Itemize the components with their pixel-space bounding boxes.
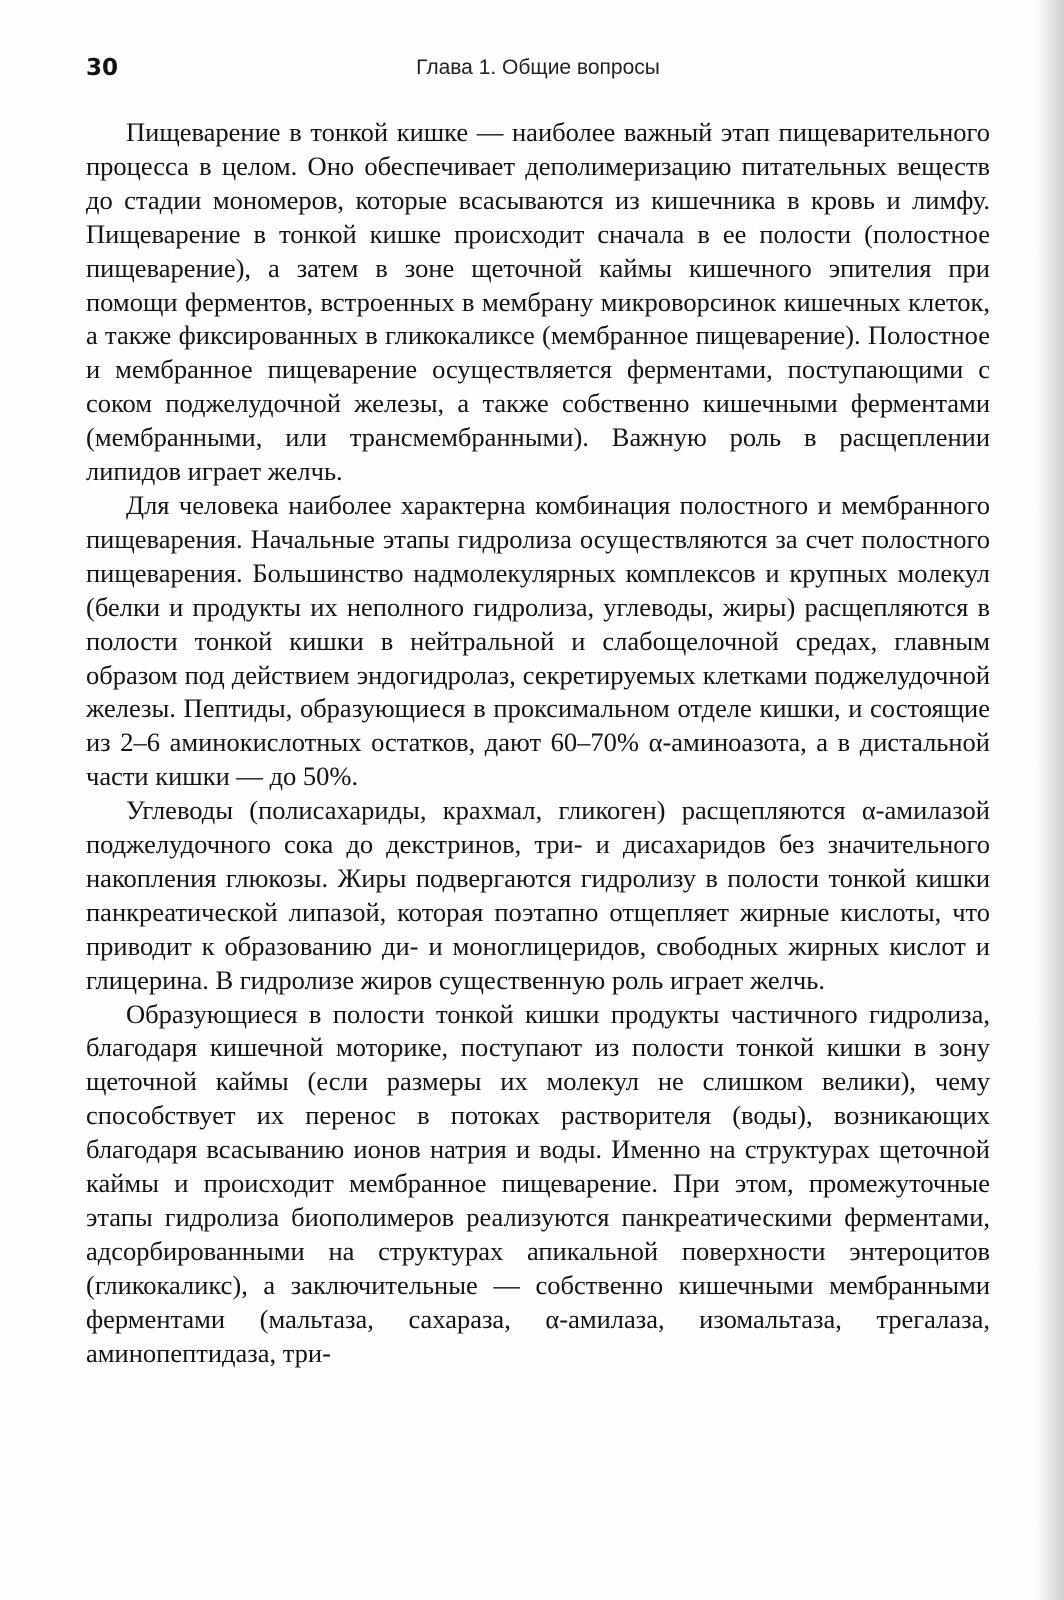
paragraph-3: Углеводы (полисахариды, крахмал, гликоген) расщепляются α-амилазой поджелудочного сока до декстринов, три- и дисахаридов без значительного накопления глюкозы. Жиры подвергаются гидролизу в полости тонкой кишки панкреатической липазой, которая поэтапно отщепляет жирные кислоты, что приводит к образованию ди- и моноглицеридов, свободных жирных кислот и глицерина. В гидролизе жиров существенную роль играет желчь. — [86, 795, 990, 995]
running-head: Глава 1. Общие вопросы — [416, 56, 660, 79]
paragraph-2: Для человека наиболее характерна комбинация полостного и мембранного пищеварения. Начальные этапы гидролиза осуществляются за счет полостного пищеварения. Большинство надмолекулярных комплексов и крупных молекул (белки и продукты их неполного гидролиза, углеводы, жиры) расщепляются в полости тонкой кишки в нейтральной и слабощелочной средах, главным образом под действием эндогидролаз, секретируемых клетками поджелудочной железы. Пептиды, образующиеся в проксимальном отделе кишки, и состоящие из 2–6 аминокислотных остатков, дают 60–70% α-аминоазота, а в дистальной части кишки — до 50%. — [86, 489, 990, 792]
body-text — [86, 116, 990, 1371]
page-edge-shadow — [1036, 0, 1064, 1600]
page-number: 30 — [86, 55, 119, 81]
paragraph-4: Образующиеся в полости тонкой кишки продукты частичного гидролиза, благодаря кишечной моторике, поступают из полости тонкой кишки в зону щеточной каймы (если размеры их молекул не слишком велики), чему способствует их перенос в потоках растворителя (воды), возникающих благодаря всасыванию ионов натрия и воды. Именно на структурах щеточной каймы и происходит мембранное пищеварение. При этом, промежуточные этапы гидролиза биополимеров реализуются панкреатическими ферментами, адсорбированными на структурах апикальной поверхности энтероцитов (гликокаликс), а заключительные — собственно кишечными мембранными ферментами (мальтаза, сахараза, α-амилаза, изомальтаза, трегалаза, аминопептидаза, три- — [86, 998, 990, 1368]
page-header — [86, 50, 990, 86]
paragraph-1: Пищеварение в тонкой кишке — наиболее важный этап пищеварительного процесса в целом. Оно обеспечивает деполимеризацию питательных веществ до стадии мономеров, которые всасываются из кишечника в кровь и лимфу. Пищеварение в тонкой кишке происходит сначала в ее полости (полостное пищеварение), а затем в зоне щеточной каймы кишечного эпителия при помощи ферментов, встроенных в мембрану микроворсинок кишечных клеток, а также фиксированных в гликокаликсе (мембранное пищеварение). Полостное и мембранное пищеварение осуществляется ферментами, поступающими с соком поджелудочной железы, а также собственно кишечными ферментами (мембранными, или трансмембранными). Важную роль в расщеплении липидов играет желчь. — [86, 117, 990, 487]
